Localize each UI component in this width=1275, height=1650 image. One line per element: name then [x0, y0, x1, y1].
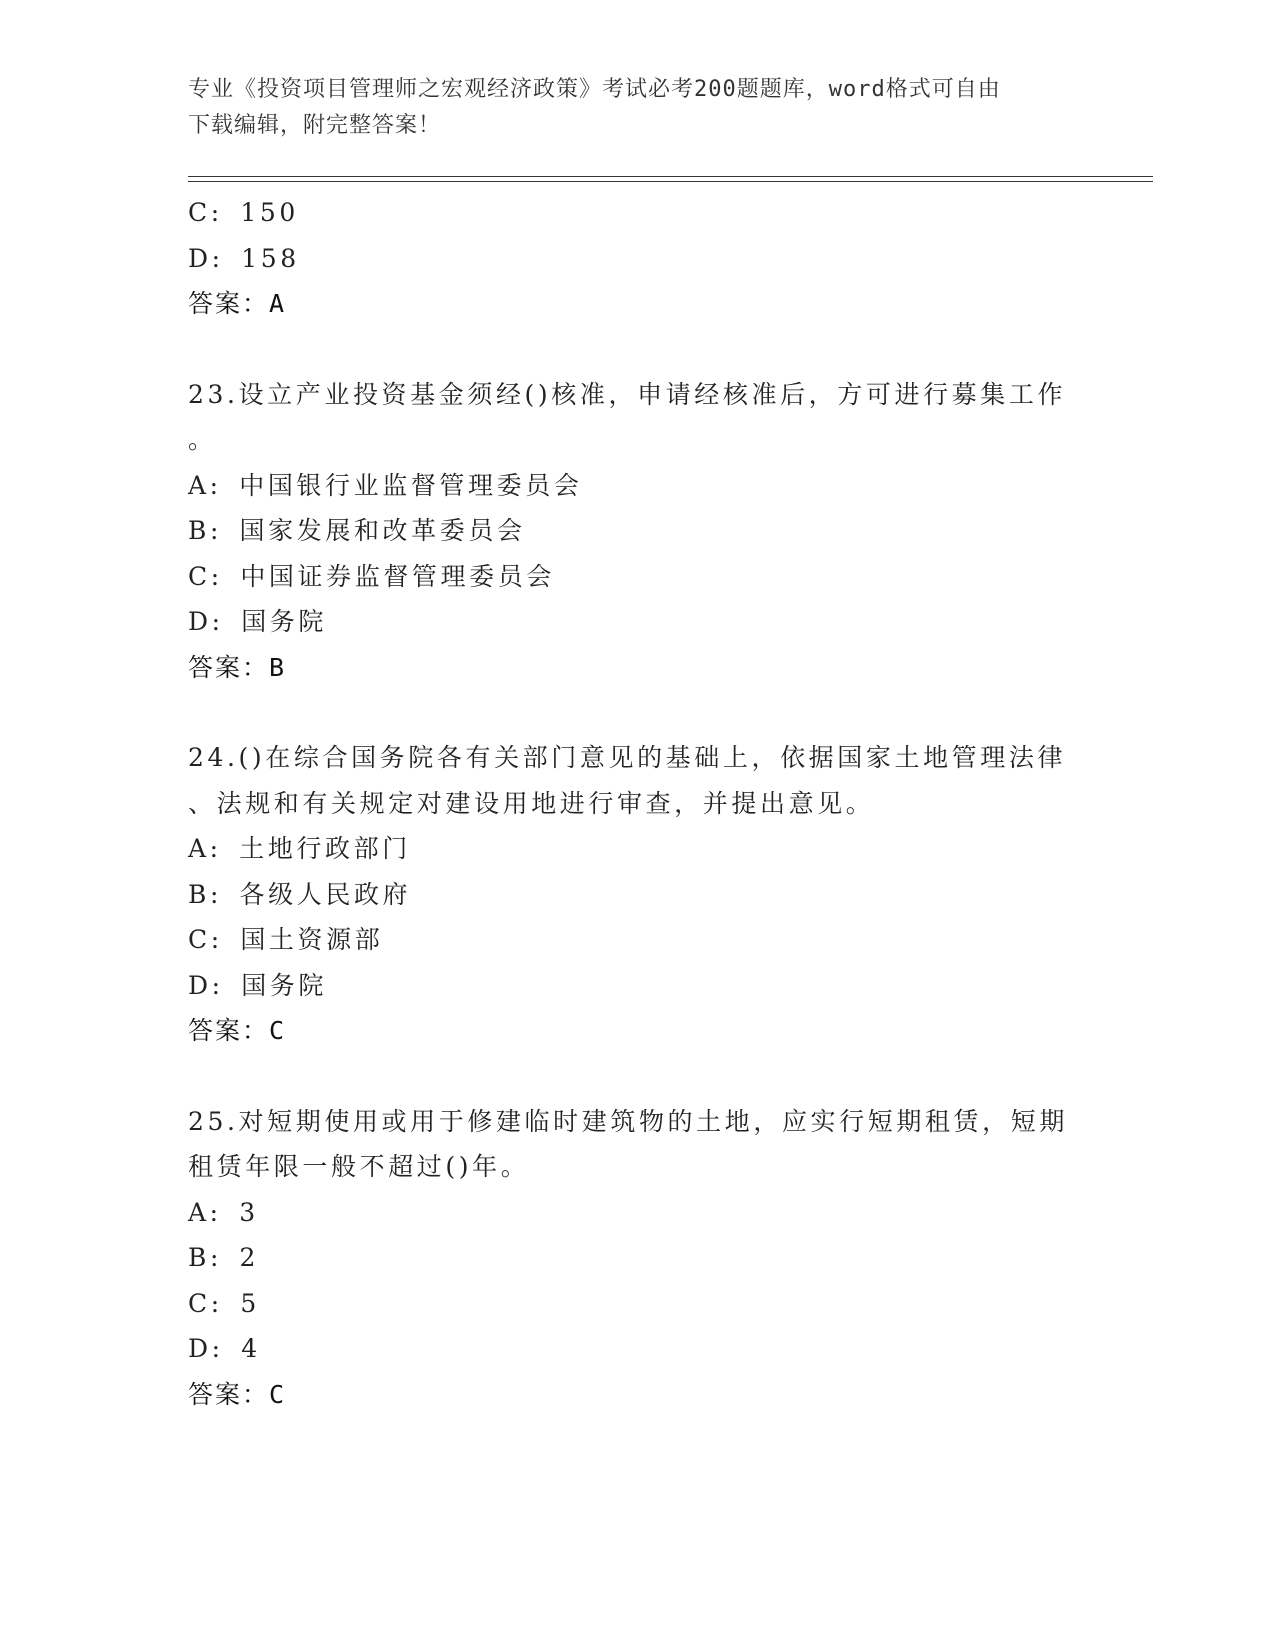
option-label: D:: [188, 970, 224, 1000]
question-stem-line: 25.对短期使用或用于修建临时建筑物的土地，应实行短期租赁，短期: [188, 1106, 1068, 1136]
question-stem-line: 23.设立产业投资基金须经()核准，申请经核准后，方可进行募集工作: [188, 379, 1067, 409]
option-c: [188, 554, 1088, 600]
option-text: 中国证券监督管理委员会: [240, 561, 555, 591]
option-label: C:: [188, 925, 223, 954]
option-text: 中国银行业监督管理委员会: [239, 470, 583, 500]
answer-value: C: [269, 1016, 287, 1045]
question-stem-line: 。: [188, 425, 217, 454]
header-line-2: 下载编辑，附完整答案！: [188, 113, 442, 138]
option-label: C:: [188, 561, 223, 591]
option-c: [188, 917, 1088, 963]
question-list: [188, 190, 1088, 1462]
option-label: A:: [188, 834, 222, 863]
option-text: 土地行政部门: [239, 834, 411, 863]
option-label: D:: [188, 607, 224, 636]
option-text: 158: [241, 243, 300, 273]
option-text: 4: [241, 1334, 261, 1363]
header-line-1: 专业《投资项目管理师之宏观经济政策》考试必考200题题库，word格式可自由: [188, 77, 1001, 102]
question-stem-line: 、法规和有关规定对建设用地进行审查，并提出意见。: [188, 788, 875, 818]
question-stem-line: 24.()在综合国务院各有关部门意见的基础上，依据国家土地管理法律: [188, 743, 1067, 772]
option-c: [188, 190, 1088, 236]
document-header: [188, 72, 1088, 144]
question-23: [188, 372, 1088, 691]
answer-value: C: [269, 1379, 287, 1409]
answer-label: 答案：: [188, 1379, 270, 1409]
answer-value: B: [269, 652, 287, 682]
option-label: D:: [188, 243, 224, 273]
option-d: [188, 599, 1088, 645]
option-label: D:: [188, 1334, 224, 1363]
option-label: B:: [188, 1243, 222, 1272]
answer-line: [188, 1372, 1088, 1418]
option-d: [188, 236, 1088, 282]
answer-label: 答案：: [188, 289, 270, 318]
option-b: [188, 1235, 1088, 1281]
option-label: A:: [188, 1197, 222, 1227]
question-partial: [188, 190, 1088, 327]
answer-label: 答案：: [188, 1016, 270, 1045]
option-text: 5: [240, 1288, 260, 1318]
question-25: [188, 1099, 1088, 1418]
option-label: B:: [188, 879, 222, 909]
option-b: [188, 872, 1088, 918]
option-text: 国务院: [241, 607, 328, 636]
answer-line: [188, 645, 1088, 691]
option-text: 2: [239, 1243, 260, 1272]
answer-value: A: [269, 289, 287, 318]
question-24: [188, 735, 1088, 1054]
option-text: 国务院: [241, 970, 328, 1000]
option-text: 各级人民政府: [239, 879, 412, 909]
option-label: A:: [188, 470, 222, 500]
option-text: 国土资源部: [240, 925, 384, 954]
header-divider-top: [188, 176, 1153, 177]
option-text: 3: [239, 1197, 259, 1227]
option-label: C:: [188, 198, 223, 227]
option-a: [188, 463, 1088, 509]
answer-label: 答案：: [188, 652, 270, 682]
answer-line: [188, 1008, 1088, 1054]
header-divider-bottom: [188, 181, 1153, 182]
option-a: [188, 1190, 1088, 1236]
option-text: 150: [240, 198, 299, 227]
answer-line: [188, 281, 1088, 327]
option-label: C:: [188, 1288, 223, 1318]
option-label: B:: [188, 516, 222, 545]
question-stem-line: 租赁年限一般不超过()年。: [188, 1152, 530, 1181]
option-d: [188, 1326, 1088, 1372]
option-a: [188, 826, 1088, 872]
option-c: [188, 1281, 1088, 1327]
option-text: 国家发展和改革委员会: [239, 516, 526, 545]
option-b: [188, 508, 1088, 554]
option-d: [188, 963, 1088, 1009]
